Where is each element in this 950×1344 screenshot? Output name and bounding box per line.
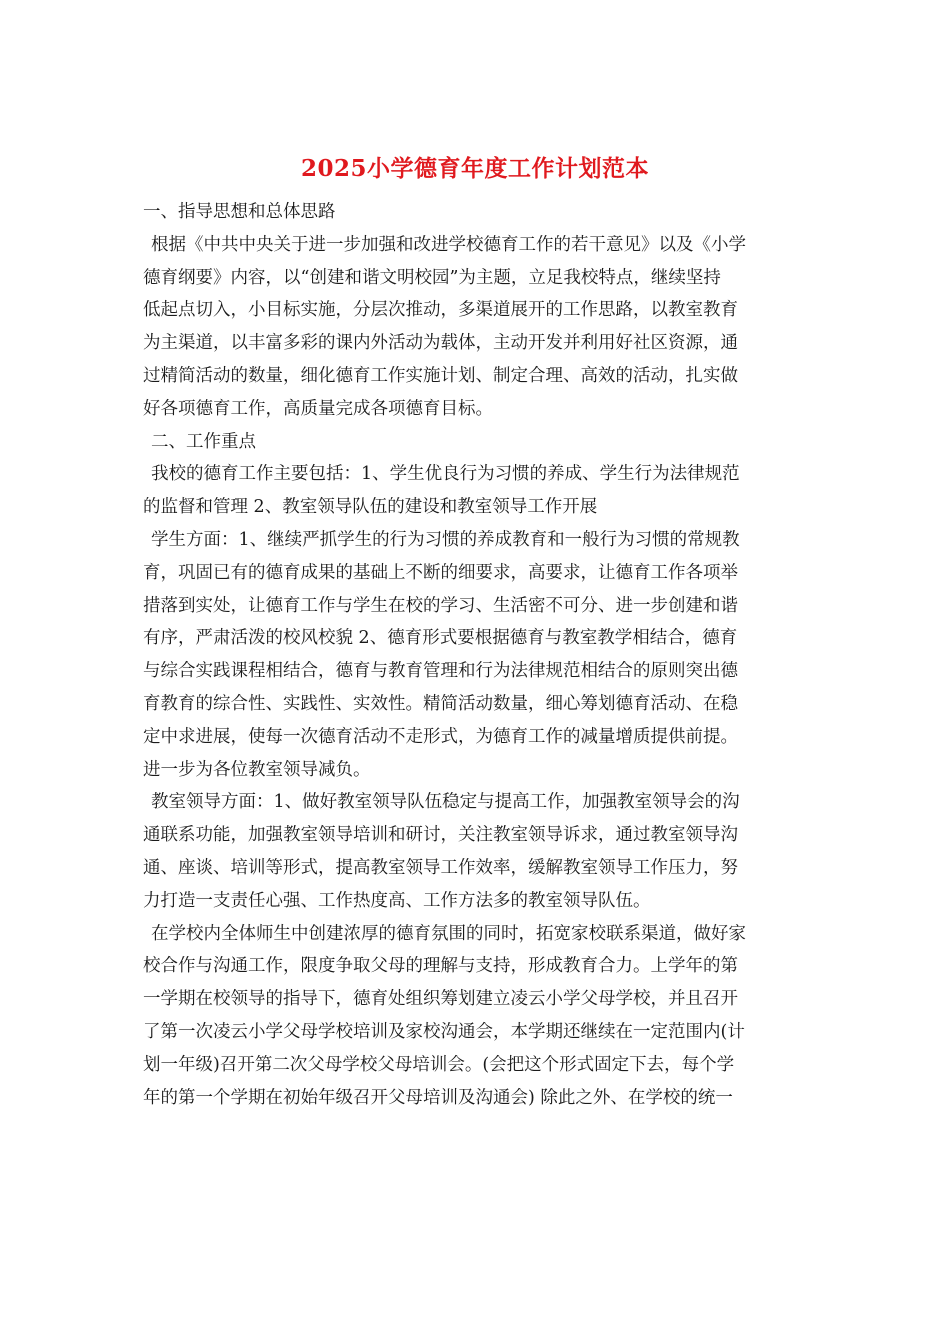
paragraph-line: 进一步为各位教室领导减负。 (143, 759, 371, 780)
section-heading-1: 一、指导思想和总体思路 (143, 202, 336, 222)
paragraph-line: 我校的德育工作主要包括：1、学生优良行为习惯的养成、学生行为法律规范 (151, 464, 740, 485)
paragraph-line: 育，巩固已有的德育成果的基础上不断的细要求，高要求，让德育工作各项举 (143, 562, 738, 583)
paragraph-line: 低起点切入，小目标实施，分层次推动，多渠道展开的工作思路，以教室教育 (143, 300, 738, 321)
paragraph-line: 通联系功能，加强教室领导培训和研讨，关注教室领导诉求，通过教室领导沟 (143, 825, 738, 846)
paragraph-line: 一学期在校领导的指导下，德育处组织筹划建立凌云小学父母学校，并且召开 (143, 989, 738, 1010)
paragraph-line: 教室领导方面：1、做好教室领导队伍稳定与提高工作，加强教室领导会的沟 (151, 792, 740, 813)
paragraph-line: 与综合实践课程相结合，德育与教育管理和行为法律规范相结合的原则突出德 (143, 661, 738, 682)
paragraph-line: 有序，严肃活泼的校风校貌 2、德育形式要根据德育与教室教学相结合，德育 (143, 628, 738, 649)
document-title: 2025小学德育年度工作计划范本 (300, 155, 649, 182)
paragraph-line: 德育纲要》内容，以“创建和谐文明校园”为主题，立足我校特点，继续坚持 (143, 267, 721, 288)
section-heading-2: 二、工作重点 (151, 431, 256, 452)
paragraph-line: 学生方面：1、继续严抓学生的行为习惯的养成教育和一般行为习惯的常规教 (151, 529, 740, 550)
paragraph-line: 校合作与沟通工作，限度争取父母的理解与支持，形成教育合力。上学年的第 (143, 956, 738, 977)
paragraph-line: 的监督和管理 2、教室领导队伍的建设和教室领导工作开展 (143, 497, 598, 518)
paragraph-line: 定中求进展，使每一次德育活动不走形式，为德育工作的减量增质提供前提。 (143, 726, 738, 747)
paragraph-line: 过精简活动的数量，细化德育工作实施计划、制定合理、高效的活动，扎实做 (143, 365, 738, 386)
paragraph-line: 力打造一支责任心强、工作热度高、工作方法多的教室领导队伍。 (143, 890, 651, 911)
paragraph-line: 为主渠道，以丰富多彩的课内外活动为载体，主动开发并利用好社区资源，通 (143, 333, 738, 354)
paragraph-line: 了第一次凌云小学父母学校培训及家校沟通会，本学期还继续在一定范围内(计 (143, 1021, 745, 1042)
paragraph-line: 措落到实处，让德育工作与学生在校的学习、生活密不可分、进一步创建和谐 (143, 595, 738, 616)
paragraph-line: 划一年级)召开第二次父母学校父母培训会。(会把这个形式固定下去，每个学 (143, 1054, 735, 1075)
paragraph-line: 年的第一个学期在初始年级召开父母培训及沟通会) 除此之外、在学校的统一 (143, 1087, 733, 1108)
paragraph-line: 通、座谈、培训等形式，提高教室领导工作效率，缓解教室领导工作压力，努 (143, 857, 738, 878)
document-body (143, 196, 808, 1114)
paragraph-line: 育教育的综合性、实践性、实效性。精简活动数量，细心筹划德育活动、在稳 (143, 693, 738, 714)
paragraph-line: 好各项德育工作，高质量完成各项德育目标。 (143, 398, 493, 419)
paragraph-line: 在学校内全体师生中创建浓厚的德育氛围的同时，拓宽家校联系渠道，做好家 (151, 923, 746, 944)
paragraph-line: 根据《中共中央关于进一步加强和改进学校德育工作的若干意见》以及《小学 (151, 234, 746, 255)
